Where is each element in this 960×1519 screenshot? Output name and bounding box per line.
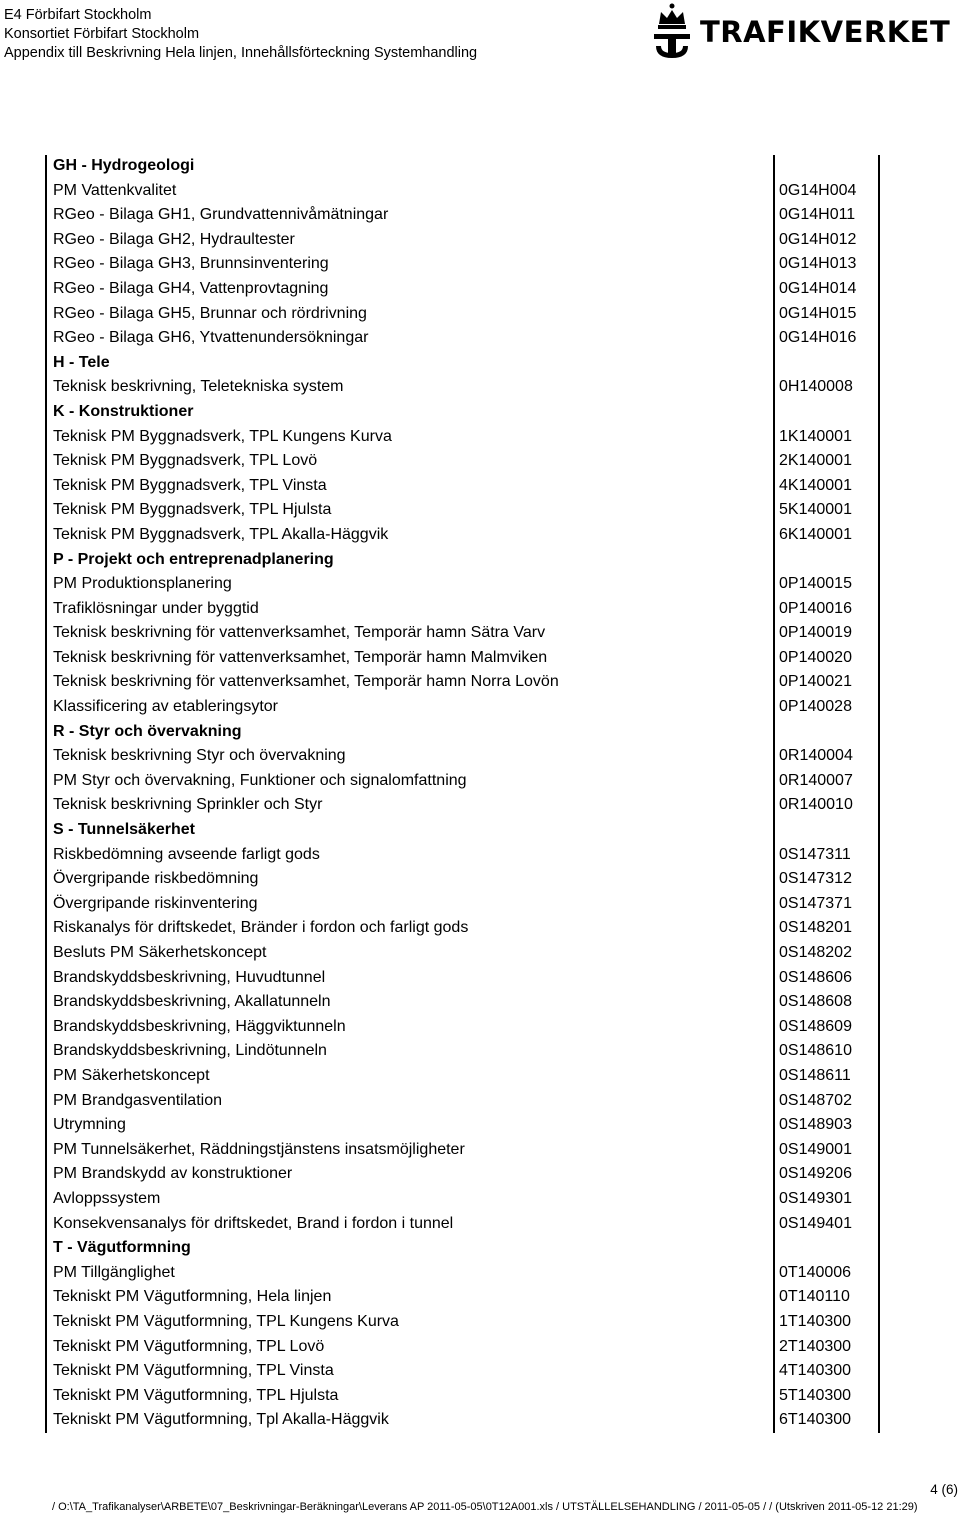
table-row xyxy=(53,179,933,204)
table-row xyxy=(53,1138,933,1163)
document-title: K - Konstruktioner xyxy=(53,402,194,420)
document-title: Teknisk beskrivning för vattenverksamhet, Temporär hamn Sätra Varv xyxy=(53,624,546,642)
document-code: 0P140015 xyxy=(779,575,852,593)
document-title: Brandskyddsbeskrivning, Huvudtunnel xyxy=(53,968,326,986)
document-title: Teknisk beskrivning för vattenverksamhet, Temporär hamn Norra Lovön xyxy=(53,673,559,691)
document-code: 0G14H013 xyxy=(779,255,857,273)
document-title: GH - Hydrogeologi xyxy=(53,157,195,174)
document-title: Teknisk PM Byggnadsverk, TPL Kungens Kurva xyxy=(53,427,392,445)
document-code: 2K140001 xyxy=(779,452,852,470)
document-header xyxy=(4,6,477,63)
table-row xyxy=(53,228,933,253)
document-code: 1K140001 xyxy=(779,427,852,445)
document-title: Teknisk PM Byggnadsverk, TPL Akalla-Häggvik xyxy=(53,525,389,543)
document-title: Teknisk PM Byggnadsverk, TPL Hjulsta xyxy=(53,501,332,519)
document-code: 0T140006 xyxy=(779,1263,852,1281)
table-row xyxy=(53,572,933,597)
table-row xyxy=(53,474,933,499)
document-code: 0S147312 xyxy=(779,870,852,888)
document-code: 0S148606 xyxy=(779,968,852,986)
document-code: 0S148609 xyxy=(779,1017,852,1035)
document-title: Tekniskt PM Vägutformning, TPL Vinsta xyxy=(53,1362,334,1380)
document-code: 0G14H016 xyxy=(779,329,857,347)
document-code: 6T140300 xyxy=(779,1411,852,1429)
document-code: 0H140008 xyxy=(779,378,853,396)
table-row xyxy=(53,523,933,548)
document-code: 4T140300 xyxy=(779,1362,852,1380)
table-row xyxy=(53,203,933,228)
table-row xyxy=(53,990,933,1015)
document-code: 6K140001 xyxy=(779,525,852,543)
document-title: Trafiklösningar under byggtid xyxy=(53,599,259,617)
document-title: Teknisk beskrivning för vattenverksamhet, Temporär hamn Malmviken xyxy=(53,648,548,666)
table-row xyxy=(53,916,933,941)
document-title: RGeo - Bilaga GH4, Vattenprovtagning xyxy=(53,279,329,297)
table-row xyxy=(53,670,933,695)
document-code: 0S148202 xyxy=(779,944,852,961)
table-row xyxy=(53,892,933,917)
table-row xyxy=(53,1039,933,1064)
document-code: 0G14H015 xyxy=(779,304,857,322)
document-title: Riskanalys för driftskedet, Bränder i fordon och farligt gods xyxy=(53,919,469,937)
document-code: 0R140007 xyxy=(779,771,853,789)
document-code: 0S149301 xyxy=(779,1189,852,1207)
document-code: 0S148702 xyxy=(779,1091,852,1109)
document-code: 0G14H004 xyxy=(779,181,857,199)
table-row xyxy=(53,425,933,450)
document-code: 0S148608 xyxy=(779,993,852,1011)
table-row xyxy=(53,1187,933,1212)
document-title: T - Vägutformning xyxy=(53,1239,191,1257)
document-code: 0R140010 xyxy=(779,796,853,814)
document-title: PM Brandskydd av konstruktioner xyxy=(53,1165,293,1183)
header-document-title: Appendix till Beskrivning Hela linjen, Innehållsförteckning Systemhandling xyxy=(4,45,478,61)
left-border xyxy=(45,155,47,1433)
document-code: 0S149001 xyxy=(779,1140,852,1158)
section-heading xyxy=(53,154,933,179)
document-title: Brandskyddsbeskrivning, Häggviktunneln xyxy=(53,1017,346,1035)
document-title: Konsekvensanalys för driftskedet, Brand i fordon i tunnel xyxy=(53,1214,454,1232)
document-code: 5T140300 xyxy=(779,1386,852,1404)
table-row xyxy=(53,375,933,400)
document-title: Besluts PM Säkerhetskoncept xyxy=(53,944,267,961)
document-title: H - Tele xyxy=(53,353,110,371)
document-code: 0R140004 xyxy=(779,747,853,765)
document-title: S - Tunnelsäkerhet xyxy=(53,821,195,839)
table-row xyxy=(53,1162,933,1187)
document-title: Tekniskt PM Vägutformning, Tpl Akalla-Häggvik xyxy=(53,1411,389,1429)
document-title: RGeo - Bilaga GH5, Brunnar och rördrivning xyxy=(53,304,367,322)
document-code: 2T140300 xyxy=(779,1337,852,1355)
document-title: RGeo - Bilaga GH1, Grundvattennivåmätningar xyxy=(53,206,389,224)
document-title: Avloppssystem xyxy=(53,1189,161,1207)
table-row xyxy=(53,1064,933,1089)
document-title: PM Styr och övervakning, Funktioner och signalomfattning xyxy=(53,771,467,789)
document-code: 0S148903 xyxy=(779,1116,852,1134)
page-number: 4 (6) xyxy=(930,1482,958,1497)
table-row xyxy=(53,449,933,474)
table-row xyxy=(53,1212,933,1237)
table-row xyxy=(53,302,933,327)
document-title: P - Projekt och entreprenadplanering xyxy=(53,550,334,568)
table-row xyxy=(53,843,933,868)
table-row xyxy=(53,867,933,892)
document-title: Klassificering av etableringsytor xyxy=(53,698,278,716)
section-heading xyxy=(53,548,933,573)
table-row xyxy=(53,1285,933,1310)
table-row xyxy=(53,1015,933,1040)
contents-table xyxy=(53,154,933,1433)
document-code: 0P140021 xyxy=(779,673,852,691)
document-code: 5K140001 xyxy=(779,501,852,519)
document-title: R - Styr och övervakning xyxy=(53,722,242,740)
table-row xyxy=(53,1359,933,1384)
document-title: PM Säkerhetskoncept xyxy=(53,1066,210,1084)
document-title: PM Brandgasventilation xyxy=(53,1091,222,1109)
crown-icon xyxy=(650,2,694,62)
document-title: Teknisk beskrivning, Teletekniska system xyxy=(53,378,344,396)
document-title: Riskbedömning avseende farligt gods xyxy=(53,845,320,863)
document-code: 0S147371 xyxy=(779,894,852,912)
table-row xyxy=(53,695,933,720)
document-title: RGeo - Bilaga GH6, Ytvattenundersökningar xyxy=(53,329,369,347)
document-title: Tekniskt PM Vägutformning, Hela linjen xyxy=(53,1288,332,1306)
table-row xyxy=(53,326,933,351)
section-heading xyxy=(53,1236,933,1261)
document-code: 0S148610 xyxy=(779,1042,852,1060)
table-row xyxy=(53,597,933,622)
document-title: Brandskyddsbeskrivning, Lindötunneln xyxy=(53,1042,327,1060)
document-code: 0S149206 xyxy=(779,1165,852,1183)
file-path: / O:\TA_Trafikanalyser\ARBETE\07_Beskrivningar-Beräkningar\Leverans AP 2011-05-05\0T12A001.xls / UTSTÄLLELSEHANDLING / 2011-05-05 / / (Utskriven 2011-05-12 21:29) xyxy=(52,1501,918,1513)
document-code: 0P140028 xyxy=(779,698,852,716)
document-code: 0G14H012 xyxy=(779,230,857,248)
table-row xyxy=(53,793,933,818)
document-code: 0T140110 xyxy=(779,1288,850,1306)
document-title: Övergripande riskinventering xyxy=(53,894,258,912)
table-row xyxy=(53,941,933,966)
document-code: 0S148611 xyxy=(779,1066,851,1084)
document-title: Teknisk beskrivning Sprinkler och Styr xyxy=(53,796,323,814)
section-heading xyxy=(53,351,933,376)
table-row xyxy=(53,1089,933,1114)
document-title: Teknisk PM Byggnadsverk, TPL Vinsta xyxy=(53,476,327,494)
header-project: E4 Förbifart Stockholm xyxy=(4,7,152,23)
document-code: 0S148201 xyxy=(779,919,852,937)
table-row xyxy=(53,1113,933,1138)
table-row xyxy=(53,1310,933,1335)
document-title: Teknisk PM Byggnadsverk, TPL Lovö xyxy=(53,452,318,470)
document-code: 0S147311 xyxy=(779,845,851,863)
table-row xyxy=(53,769,933,794)
document-title: Tekniskt PM Vägutformning, TPL Lovö xyxy=(53,1337,325,1355)
table-row xyxy=(53,277,933,302)
table-row xyxy=(53,1261,933,1286)
trafikverket-logo xyxy=(650,2,960,64)
document-code: 0P140019 xyxy=(779,624,852,642)
document-title: RGeo - Bilaga GH3, Brunnsinventering xyxy=(53,255,329,273)
document-code: 4K140001 xyxy=(779,476,852,494)
logo-wordmark: TRAFIKVERKET xyxy=(700,15,951,49)
document-code: 0P140016 xyxy=(779,599,852,617)
document-title: Brandskyddsbeskrivning, Akallatunneln xyxy=(53,993,331,1011)
document-code: 0S149401 xyxy=(779,1214,852,1232)
section-heading xyxy=(53,720,933,745)
table-row xyxy=(53,1335,933,1360)
section-heading xyxy=(53,400,933,425)
document-title: PM Produktionsplanering xyxy=(53,575,232,593)
header-consortium: Konsortiet Förbifart Stockholm xyxy=(4,26,200,42)
document-code: 1T140300 xyxy=(779,1312,852,1330)
table-row xyxy=(53,1384,933,1409)
document-code: 0P140020 xyxy=(779,648,852,666)
section-heading xyxy=(53,818,933,843)
table-row xyxy=(53,621,933,646)
table-row xyxy=(53,1408,933,1433)
table-row xyxy=(53,498,933,523)
table-row xyxy=(53,252,933,277)
document-title: RGeo - Bilaga GH2, Hydraultester xyxy=(53,230,295,248)
table-row xyxy=(53,966,933,991)
document-title: Övergripande riskbedömning xyxy=(53,870,259,888)
document-code: 0G14H011 xyxy=(779,206,856,224)
document-title: PM Tunnelsäkerhet, Räddningstjänstens insatsmöjligheter xyxy=(53,1140,465,1158)
document-title: PM Vattenkvalitet xyxy=(53,181,177,199)
document-title: Teknisk beskrivning Styr och övervakning xyxy=(53,747,346,765)
document-code: 0G14H014 xyxy=(779,279,857,297)
document-title: Tekniskt PM Vägutformning, TPL Hjulsta xyxy=(53,1386,339,1404)
table-row xyxy=(53,646,933,671)
table-row xyxy=(53,744,933,769)
document-title: Tekniskt PM Vägutformning, TPL Kungens Kurva xyxy=(53,1312,399,1330)
document-title: PM Tillgänglighet xyxy=(53,1263,175,1281)
document-title: Utrymning xyxy=(53,1116,126,1134)
